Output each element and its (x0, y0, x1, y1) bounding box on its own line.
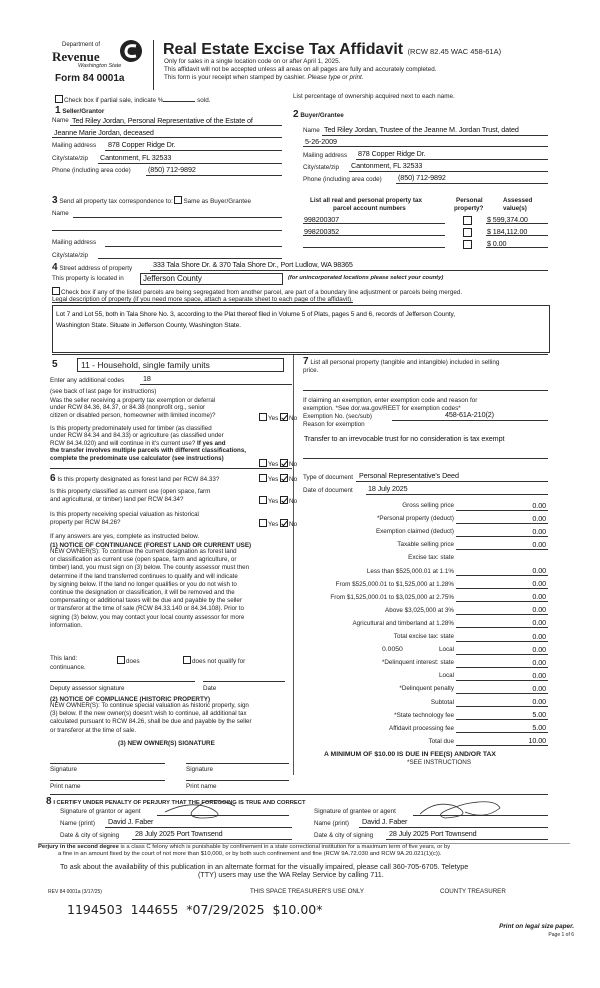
personal-col-header: Personal (456, 197, 483, 204)
reason-label: Reason for exemption (303, 421, 365, 428)
buyer-phone-field[interactable]: (850) 712-9892 (398, 173, 446, 182)
tax-row-value[interactable]: 0.00 (532, 644, 546, 654)
exemption-no-field[interactable]: 458-61A-210(2) (445, 410, 494, 419)
seller-phone-field[interactable]: (850) 712-9892 (148, 165, 196, 174)
correspondence-heading: 3 Send all property tax correspondence to: Same as Buyer/Grantee (52, 195, 252, 206)
tax-row-label: Total due (428, 737, 454, 745)
tax-row-label: Exemption claimed (deduct) (375, 528, 454, 536)
notice1-title: (1) NOTICE OF CONTINUANCE (FOREST LAND OR CURRENT USE) (50, 542, 252, 549)
corr-city-field[interactable] (98, 258, 282, 259)
q-forest-answer[interactable]: Yes No (259, 474, 297, 483)
form-number: Form 84 0001a (55, 73, 125, 84)
notice2-title: (2) NOTICE OF COMPLIANCE (HISTORIC PROPERTY) (50, 696, 211, 703)
personal-property-checkbox[interactable] (463, 240, 472, 249)
tax-row-label: Gross selling price (402, 502, 454, 509)
tax-row-label: Agricultural and timberland at 1.28% (352, 619, 454, 627)
buyer-name-field-2[interactable]: 5-26-2009 (305, 137, 337, 146)
tax-row-label: *State technology fee (394, 711, 454, 719)
dept-line3: Washington State (78, 63, 122, 69)
tax-row-value[interactable]: 0.00 (532, 539, 546, 549)
tax-row-value[interactable]: 0.00 (532, 631, 546, 641)
assessed-value-field[interactable]: $ 0.00 (487, 239, 507, 248)
use-code-value: 11 - Household, single family units (81, 359, 210, 370)
parcel-number-field[interactable]: 998200352 (304, 227, 340, 236)
page-number: Page 1 of 6 (548, 932, 574, 938)
yes-checkbox[interactable] (259, 459, 267, 467)
does-not-checkbox[interactable]: does not qualify for (183, 656, 245, 665)
seller-mailing-label: Mailing address (52, 142, 97, 149)
buyer-mailing-field[interactable]: 878 Copper Ridge Dr. (358, 149, 426, 158)
owner-print-name-1[interactable] (50, 780, 165, 781)
tax-row-label: *Personal property (deduct) (376, 515, 454, 523)
deputy-label: Deputy assessor signature (50, 685, 125, 692)
street-label: 4 Street address of property (52, 262, 133, 273)
parcel-col-header-2: parcel account numbers (333, 205, 406, 212)
county-note: (for unincorporated locations please select your county) (288, 275, 444, 281)
corr-mailing-label: Mailing address (52, 239, 97, 246)
q-current-use-answer[interactable]: Yes No (259, 496, 297, 505)
legal-description-field[interactable] (52, 305, 550, 353)
assessed-col-header: Assessed (503, 197, 533, 204)
exemption-note-1: If claiming an exemption, enter exemption code and reason for (303, 397, 478, 404)
seller-phone-label: Phone (including area code) (52, 167, 131, 174)
grantor-date-field[interactable]: 28 July 2025 Port Townsend (135, 829, 223, 838)
signature-label: Signature (186, 766, 213, 773)
doc-type-field[interactable]: Personal Representative's Deed (359, 471, 459, 480)
q-current-use: Is this property classified as current use (open space, farm and agricultural, or timber) land per RCW 84.34? (50, 488, 211, 503)
corr-name-field-2[interactable] (52, 230, 282, 231)
buyer-name-field[interactable]: Ted Riley Jordan, Trustee of the Jeanne M. Jordan Trust, dated (324, 125, 519, 134)
no-checkbox[interactable] (280, 519, 288, 527)
tax-row-label: Local (438, 646, 454, 654)
ownership-note: List percentage of ownership acquired next to each name. (293, 93, 455, 100)
assessed-col-header-2: value(s) (503, 205, 527, 212)
yes-checkbox[interactable] (259, 496, 267, 504)
tax-row-value[interactable]: 5.00 (532, 710, 546, 720)
personal-property-checkbox[interactable] (463, 228, 472, 237)
codes-field[interactable]: 18 (143, 374, 151, 383)
notice2-text: NEW OWNER(S): To continue special valuation as historic property, sign (3) below. If the new owner(s) doesn't wish to continue, all additional tax calculated pursuant to RCW 84.26, shall be due and payable by the seller or transferor at the time of sale. (50, 702, 252, 734)
grantor-date-label: Date & city of signing (60, 832, 120, 839)
tax-row-value[interactable]: 5.00 (532, 723, 546, 733)
grantee-signature (415, 798, 505, 824)
personal-property-label-2: price. (303, 367, 319, 374)
grantee-date-field[interactable]: 28 July 2025 Port Townsend (389, 829, 477, 838)
tax-row-label: Excise tax: state (408, 554, 454, 562)
does-checkbox[interactable]: does (117, 656, 140, 665)
notice3-title: (3) NEW OWNER(S) SIGNATURE (118, 740, 215, 747)
corr-mailing-field[interactable] (105, 246, 282, 247)
personal-property-label: 7 List all personal property (tangible and intangible) included in selling (303, 356, 500, 367)
tax-row-value[interactable]: 0.00 (532, 526, 546, 536)
street-field[interactable]: 333 Tala Shore Dr. & 370 Tala Shore Dr., Port Ludlow, WA 98365 (153, 260, 353, 269)
checkbox-icon[interactable] (183, 656, 191, 664)
doc-type-label: Type of document (303, 474, 354, 481)
grantee-name-field[interactable]: David J. Faber (362, 817, 408, 826)
personal-col-header-2: property? (454, 205, 484, 212)
legal-line-1: Lot 7 and Lot 55, both in Tala Shore No. 3, according to the Plat thereof filed in Volume 5 of Plats, pages 5 and 6, records of Jefferson County, (56, 311, 455, 318)
legal-label: Legal description of property (if you need more space, attach a separate sheet to each page of the affidavit). (52, 296, 353, 303)
seller-name-label: Name (52, 117, 69, 124)
minimum-due-note: A MINIMUM OF $10.00 IS DUE IN FEE(S) AND/OR TAX (324, 751, 496, 758)
buyer-mailing-label: Mailing address (303, 152, 348, 159)
doc-date-field[interactable]: 18 July 2025 (368, 484, 408, 493)
tax-row-label: Taxable selling price (397, 541, 454, 549)
tax-row-label: *Delinquent interest: state (381, 659, 454, 667)
grantor-name-field[interactable]: David J. Faber (108, 817, 154, 826)
grantor-sig-label: Signature of grantor or agent (60, 808, 141, 815)
use-code-select[interactable] (77, 358, 284, 372)
tax-row-label: Total excise tax: state (393, 633, 454, 640)
legal-line-2: Washington State. Situate in Jefferson County, Washington State. (56, 322, 241, 329)
dor-swirl-icon (118, 38, 144, 64)
q-timber: Is this property predominately used for timber (as classified under RCW 84.34 and 84.33) or agriculture (as classified under RCW 84.34.020) and will continue in it's current use? If yes and the transfer involves multiple parcels with different classifications, complete the predominate use calculator (see instructions) (50, 425, 246, 462)
see-instructions: *SEE INSTRUCTIONS (407, 759, 472, 766)
codes-note: (see back of last page for instructions) (50, 388, 157, 395)
q-historical-answer[interactable]: Yes No (259, 519, 297, 528)
q-timber-answer[interactable]: Yes No (259, 459, 297, 468)
this-land-label: This land: (50, 655, 78, 662)
personal-property-field[interactable] (303, 390, 548, 391)
subtitle-3: This form is your receipt when stamped by cashier. Please type or print. (164, 74, 364, 81)
revision: REV 84 0001a (3/17/25) (48, 889, 102, 895)
perjury-line-2: a fine in an amount fixed by the court of not more than $10,000, or by both such confinement and fine (RCW 9A.72.030 and RCW 9A.20.021(1)(c)). (58, 851, 442, 857)
tax-row-label: Less than $525,000.01 at 1.1% (366, 567, 454, 575)
section5-num: 5 (52, 359, 58, 370)
yes-checkbox[interactable] (259, 519, 267, 527)
corr-city-label: City/state/zip (52, 252, 89, 259)
treasurer-stamp: 1194503 144655 *07/29/2025 $10.00* (67, 902, 323, 917)
treasurer-space-label: THIS SPACE TREASURER'S USE ONLY (250, 888, 364, 895)
same-as-buyer-checkbox[interactable] (174, 196, 182, 204)
q-exemption-answer[interactable]: Yes No (259, 413, 297, 422)
tax-row-label: Subtotal (430, 698, 454, 706)
dept-line1: Department of (62, 42, 101, 48)
doc-date-label: Date of document (303, 487, 353, 494)
tax-row-label: *Delinquent penalty (399, 685, 454, 693)
county-value: Jefferson County (143, 274, 202, 283)
notice1-text: NEW OWNER(S): To continue the current designation as forest land or classification as current use (open space, farm and agriculture, or timber) land, you must sign on (3) below. The county assessor must then determine if the land transferred continues to qualify and will indicate by signing below. If the land no longer qualifies or you do not wish to continue the designation or classification, it will be removed and the compensating or additional taxes will be due and payable by the seller or transferor at the time of sale (RCW 84.33.140 or 84.34.108). Prior to signing (3) below, you may contact your local county assessor for more information. (50, 548, 250, 629)
if-any-note: If any answers are yes, complete as instructed below. (50, 533, 200, 540)
seller-name-field-2[interactable]: Jeanne Marie Jordan, deceased (54, 128, 154, 137)
buyer-phone-label: Phone (including area code) (303, 176, 382, 183)
legal-paper-note: Print on legal size paper. (499, 923, 574, 930)
tax-row-value[interactable]: 0.00 (532, 683, 546, 693)
located-label: This property is located in (52, 275, 124, 282)
personal-property-checkbox[interactable] (463, 216, 472, 225)
parcel-col-header: List all real and personal property tax (310, 197, 422, 204)
tax-row-value[interactable]: 0.00 (532, 592, 546, 602)
tax-row-label: Above $3,025,000 at 3% (385, 606, 454, 614)
dept-line2: Revenue (52, 49, 100, 64)
accessibility-line-2: (TTY) users may use the WA Relay Service by calling 711. (198, 870, 384, 879)
tax-row-value[interactable]: 0.00 (532, 618, 546, 628)
perjury-line-1: Perjury in the second degree is a class C felony which is punishable by confinement in a state correctional institution for a maximum term of five years, or by (38, 844, 451, 850)
tax-row-value[interactable]: 0.00 (532, 579, 546, 589)
tax-row-value[interactable]: 0.00 (532, 566, 546, 575)
certify-heading: 8 I CERTIFY UNDER PENALTY OF PERJURY THAT THE FOREGOING IS TRUE AND CORRECT (46, 796, 306, 807)
tax-row-value[interactable]: 0.00 (532, 605, 546, 615)
tax-row-value[interactable]: 10.00 (528, 736, 546, 746)
seller-city-field[interactable]: Cantonment, FL 32533 (100, 153, 172, 162)
print-name-label: Print name (186, 783, 217, 790)
no-checkbox[interactable] (280, 413, 288, 421)
county-select[interactable] (140, 273, 283, 285)
date-label: Date (203, 685, 217, 692)
exemption-note-2: exemption. *See dor.wa.gov/REET for exemption codes* (303, 405, 461, 412)
q-forest: 6 Is this property designated as forest land per RCW 84.33? (50, 473, 220, 484)
deputy-date-field[interactable] (203, 681, 285, 682)
county-treasurer-label: COUNTY TREASURER (440, 888, 506, 895)
yes-checkbox[interactable] (259, 474, 267, 482)
corr-name-label: Name (52, 210, 69, 217)
tax-row-value[interactable]: 0.00 (532, 670, 546, 680)
tax-row-label: Affidavit processing fee (389, 724, 454, 732)
buyer-city-field[interactable]: Cantonment, FL 32533 (351, 161, 423, 170)
seller-city-label: City/state/zip (52, 155, 89, 162)
grantor-name-label: Name (print) (60, 820, 95, 827)
owner-print-name-2[interactable] (186, 780, 289, 781)
header-divider (153, 40, 154, 90)
tax-row-value[interactable]: 0.00 (532, 513, 546, 523)
local-rate: 0.0050 (382, 646, 403, 654)
q-exemption: Was the seller receiving a property tax exemption or deferral under RCW 84.36, 84.37, or 84.38 (nonprofit org., senior citizen or disabled person, homeowner with limited income)? (50, 397, 216, 419)
tax-row-label: From $525,000.01 to $1,525,000 at 1.28% (335, 580, 454, 588)
buyer-city-label: City/state/zip (303, 164, 340, 171)
page-title: Real Estate Excise Tax Affidavit (RCW 82.45 WAC 458-61A) (163, 41, 502, 58)
accessibility-line-1: To ask about the availability of this publication in an alternate format for the visually impaired, please call 360-705-6705. Teletype (60, 862, 469, 871)
parcel-number-field[interactable]: 998200307 (304, 215, 340, 224)
checkbox-icon[interactable] (117, 656, 125, 664)
checkbox-icon[interactable] (52, 287, 60, 295)
assessed-value-field[interactable]: $ 184,112.00 (487, 227, 528, 236)
subtitle-1: Only for sales in a single location code on or after April 1, 2025. (164, 58, 341, 65)
partial-sale-checkbox[interactable]: Check box if partial sale, indicate % sold. (55, 95, 210, 104)
continuance-label: continuance. (50, 664, 86, 671)
owner-signature-2[interactable] (186, 763, 289, 764)
grantee-sig-label: Signature of grantee or agent (314, 808, 396, 815)
no-checkbox[interactable] (280, 474, 288, 482)
signature-label: Signature (50, 766, 77, 773)
codes-label: Enter any additional codes (50, 377, 125, 384)
buyer-heading: 2 Buyer/Grantee (293, 109, 344, 120)
grantee-date-label: Date & city of signing (314, 832, 374, 839)
reason-field[interactable]: Transfer to an irrevocable trust for no consideration is tax exempt (304, 434, 505, 443)
buyer-name-label: Name (303, 127, 320, 134)
tax-row-value[interactable]: 0.00 (532, 697, 546, 706)
assessed-value-field[interactable]: $ 599,374.00 (487, 215, 528, 224)
segregated-checkbox[interactable]: Check box if any of the listed parcels are being segregated from another parcel, are part of a boundary line adjustment or parcels being merged. (52, 287, 462, 296)
tax-row-value[interactable]: 0.00 (532, 500, 546, 510)
seller-name-field[interactable]: Ted Riley Jordan, Personal Representative of the Estate of (72, 116, 253, 125)
print-name-label: Print name (50, 783, 81, 790)
grantor-signature (160, 798, 240, 822)
deputy-signature-field[interactable] (50, 681, 195, 682)
owner-signature-1[interactable] (50, 763, 165, 764)
corr-name-field[interactable] (73, 217, 282, 218)
checkbox-icon[interactable] (55, 95, 63, 103)
seller-mailing-field[interactable]: 878 Copper Ridge Dr. (108, 140, 176, 149)
q-historical: Is this property receiving special valuation as historical property per RCW 84.26? (50, 511, 199, 526)
exemption-no-label: Exemption No. (sec/sub) (303, 413, 372, 420)
yes-checkbox[interactable] (259, 413, 267, 421)
tax-row-label: From $1,525,000.01 to $3,025,000 at 2.75% (330, 593, 454, 601)
seller-heading: 1 Seller/Grantor (55, 105, 105, 116)
subtitle-2: This affidavit will not be accepted unless all areas on all pages are fully and accurately completed. (164, 66, 437, 73)
grantee-name-label: Name (print) (314, 820, 349, 827)
no-checkbox[interactable] (280, 459, 288, 467)
tax-row-label: Local (438, 672, 454, 680)
tax-row-value[interactable]: 0.00 (532, 657, 546, 667)
no-checkbox[interactable] (280, 496, 288, 504)
